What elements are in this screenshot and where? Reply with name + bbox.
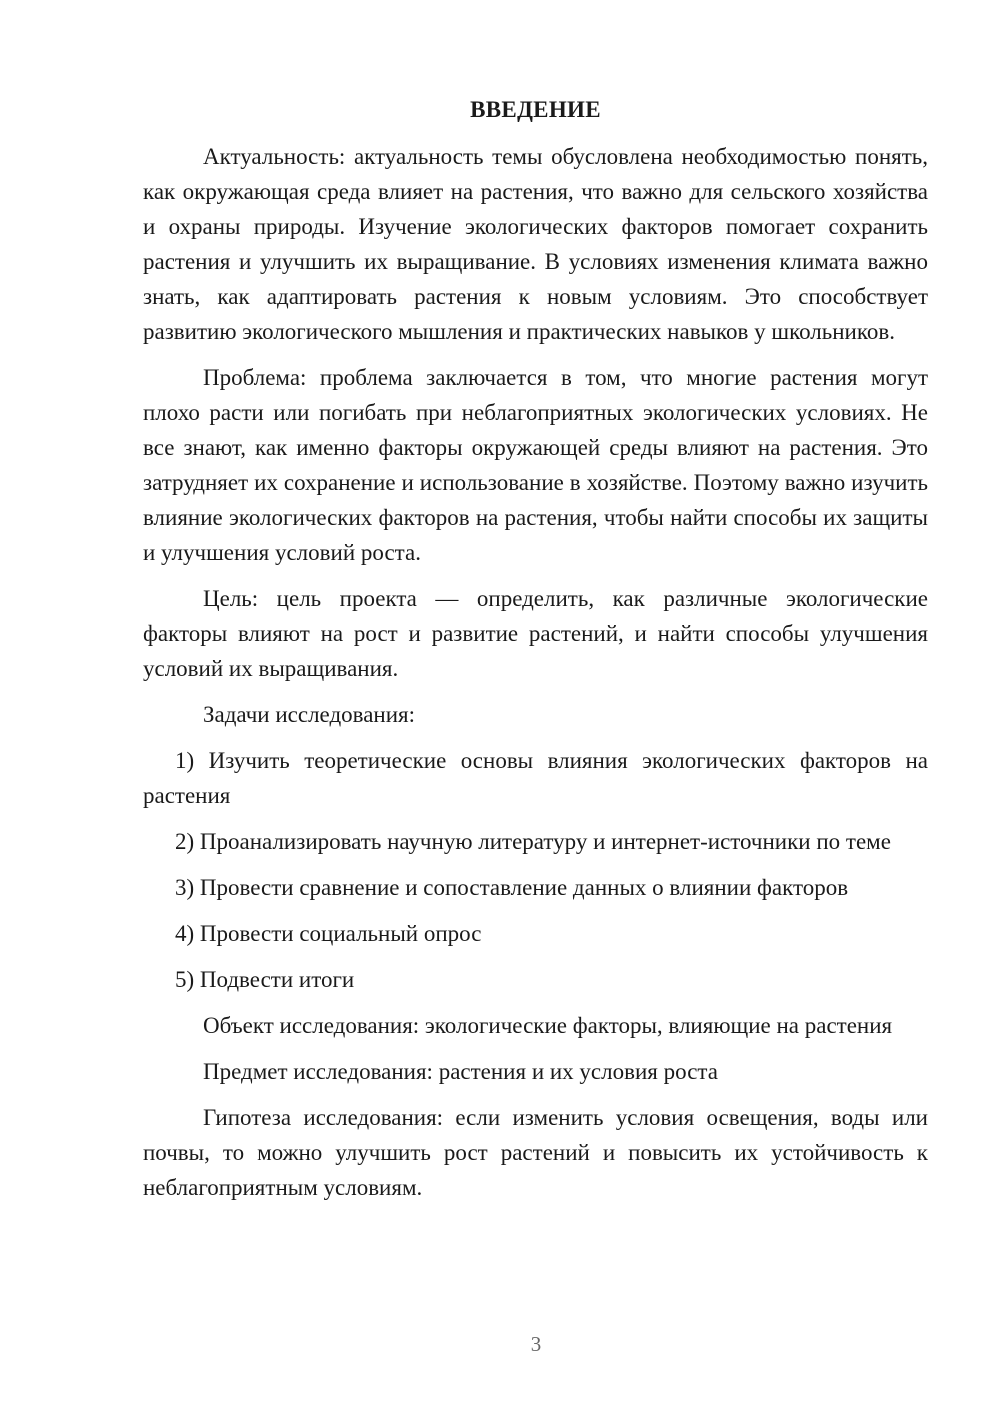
relevance-paragraph: Актуальность: актуальность темы обусловлена необходимостью понять, как окружающая среда влияет на растения, что важно для сельского хозяйства и охраны природы. Изучение экологических факторов помогает сохранить растения и улучшить их выращивание. В условиях изменения климата важно знать, как адаптировать растения к новым условиям. Это способствует развитию экологического мышления и практических навыков у школьников. bbox=[143, 144, 928, 344]
tasks-heading: Задачи исследования: bbox=[203, 702, 416, 727]
task-item: 3) Провести сравнение и сопоставление данных о влиянии факторов bbox=[175, 875, 849, 900]
task-item: 4) Провести социальный опрос bbox=[175, 921, 482, 946]
page-number: 3 bbox=[530, 1332, 542, 1356]
problem-paragraph: Проблема: проблема заключается в том, что многие растения могут плохо расти или погибать при неблагоприятных экологических условиях. Не все знают, как именно факторы окружающей среды влияют на растения. Это затрудняет их сохранение и использование в хозяйстве. Поэтому важно изучить влияние экологических факторов на растения, чтобы найти способы их защиты и улучшения условий роста. bbox=[143, 365, 928, 565]
hypothesis-paragraph: Гипотеза исследования: если изменить условия освещения, воды или почвы, то можно улучшить рост растений и повысить их устойчивость к неблагоприятным условиям. bbox=[143, 1105, 928, 1200]
goal-paragraph: Цель: цель проекта — определить, как различные экологические факторы влияют на рост и развитие растений, и найти способы улучшения условий их выращивания. bbox=[143, 586, 928, 681]
page-title: ВВЕДЕНИЕ bbox=[470, 97, 601, 122]
task-item: 2) Проанализировать научную литературу и интернет-источники по теме bbox=[175, 829, 891, 854]
document-page bbox=[143, 95, 928, 1205]
task-item: 1) Изучить теоретические основы влияния экологических факторов на растения bbox=[143, 748, 928, 808]
subject-paragraph: Предмет исследования: растения и их условия роста bbox=[203, 1059, 718, 1084]
task-item: 5) Подвести итоги bbox=[175, 967, 355, 992]
object-paragraph: Объект исследования: экологические факторы, влияющие на растения bbox=[203, 1013, 893, 1038]
